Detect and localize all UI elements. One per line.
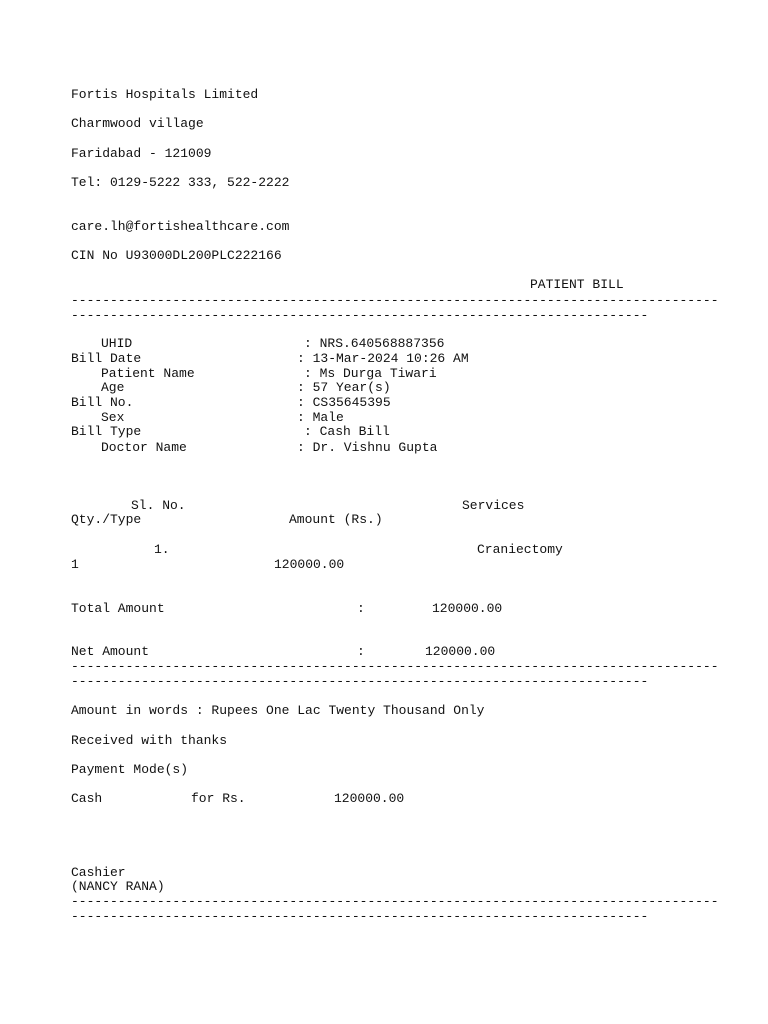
hospital-address-line1: Charmwood village: [71, 116, 204, 131]
uhid-value: : NRS.640568887356: [304, 336, 445, 351]
payment-mode-heading: Payment Mode(s): [71, 762, 189, 777]
payment-for-label: for Rs.: [191, 791, 246, 806]
sex-label: Sex: [101, 410, 125, 425]
hospital-telephone: Tel: 0129-5222 333, 522-2222: [71, 175, 290, 190]
payment-amount: 120000.00: [334, 791, 405, 806]
total-amount-colon: :: [357, 601, 365, 616]
separator-top-line2: --------------------------------------------------------------------------: [71, 308, 649, 323]
document-title: PATIENT BILL: [530, 277, 624, 292]
total-amount-value: 120000.00: [432, 601, 503, 616]
header-amount: Amount (Rs.): [289, 512, 383, 527]
row-amount: 120000.00: [274, 557, 345, 572]
hospital-cin: CIN No U93000DL200PLC222166: [71, 248, 282, 263]
separator-bottom-line1: -----------------------------------------------------------------------------------: [71, 894, 719, 909]
row-qty: 1: [71, 557, 79, 572]
row-service: Craniectomy: [477, 542, 563, 557]
hospital-address-line2: Faridabad - 121009: [71, 146, 212, 161]
doctor-name-label: Doctor Name: [101, 440, 187, 455]
bill-date-value: : 13-Mar-2024 10:26 AM: [297, 351, 469, 366]
net-amount-colon: :: [357, 644, 365, 659]
header-qty-type: Qty./Type: [71, 512, 142, 527]
uhid-label: UHID: [101, 336, 133, 351]
net-amount-label: Net Amount: [71, 644, 150, 659]
bill-type-value: : Cash Bill: [304, 424, 390, 439]
bill-type-label: Bill Type: [71, 424, 142, 439]
patient-name-value: : Ms Durga Tiwari: [304, 366, 437, 381]
row-sl-no: 1.: [154, 542, 170, 557]
separator-middle-line2: --------------------------------------------------------------------------: [71, 674, 649, 689]
bill-no-label: Bill No.: [71, 395, 134, 410]
hospital-email: care.lh@fortishealthcare.com: [71, 219, 290, 234]
header-services: Services: [462, 498, 525, 513]
separator-top-line1: -----------------------------------------------------------------------------------: [71, 293, 719, 308]
age-label: Age: [101, 380, 125, 395]
separator-bottom-line2: --------------------------------------------------------------------------: [71, 909, 649, 924]
received-with-thanks: Received with thanks: [71, 733, 228, 748]
total-amount-label: Total Amount: [71, 601, 165, 616]
separator-middle-line1: -----------------------------------------------------------------------------------: [71, 659, 719, 674]
payment-mode-value: Cash: [71, 791, 103, 806]
amount-in-words: Amount in words : Rupees One Lac Twenty Thousand Only: [71, 703, 485, 718]
bill-date-label: Bill Date: [71, 351, 142, 366]
net-amount-value: 120000.00: [425, 644, 496, 659]
cashier-name: (NANCY RANA): [71, 879, 165, 894]
bill-no-value: : CS35645395: [297, 395, 391, 410]
patient-name-label: Patient Name: [101, 366, 195, 381]
header-sl-no: Sl. No.: [131, 498, 186, 513]
sex-value: : Male: [297, 410, 344, 425]
doctor-name-value: : Dr. Vishnu Gupta: [297, 440, 438, 455]
cashier-label: Cashier: [71, 865, 126, 880]
hospital-name: Fortis Hospitals Limited: [71, 87, 259, 102]
age-value: : 57 Year(s): [297, 380, 391, 395]
